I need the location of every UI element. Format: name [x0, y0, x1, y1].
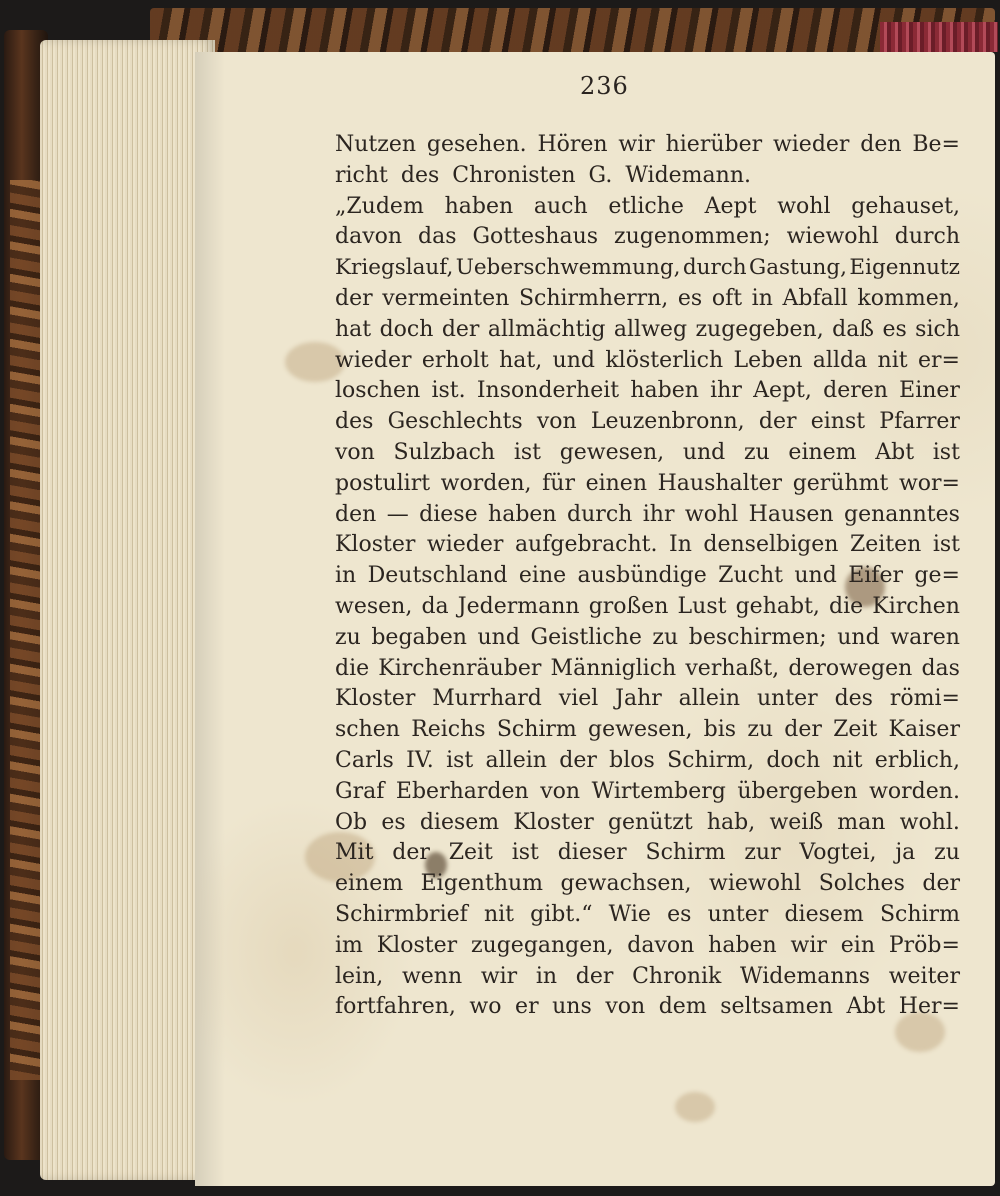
page-number: 236: [580, 72, 629, 100]
marbled-cover-edge: [10, 180, 40, 1080]
word: denselbigen: [703, 532, 839, 558]
word: postulirt: [335, 470, 431, 496]
word: Einer: [899, 378, 960, 404]
word: Kirchen: [872, 593, 960, 619]
text-line: [335, 777, 960, 808]
text-line: [335, 376, 960, 407]
word: Gotteshaus: [472, 224, 599, 250]
word: einem: [335, 871, 404, 897]
word: weiß: [769, 809, 824, 835]
word: Carls: [335, 747, 394, 773]
word: allweg: [613, 316, 688, 342]
word: Aept,: [753, 378, 812, 404]
word: Gastung,: [749, 255, 848, 281]
word: übergeben: [737, 778, 858, 804]
text-line: [335, 315, 960, 346]
word: da: [421, 593, 449, 619]
word: doch: [766, 747, 821, 773]
word: der: [575, 963, 614, 989]
word: erblich,: [874, 747, 960, 773]
word: Leben: [733, 347, 803, 373]
text-line: [335, 130, 960, 161]
word: wesen,: [335, 593, 413, 619]
word: Schirmbrief: [335, 901, 468, 927]
word: zu: [335, 624, 361, 650]
word: und: [682, 439, 726, 465]
word: oft: [711, 285, 743, 311]
word: Insonderheit: [476, 378, 620, 404]
word: Eifer: [848, 563, 903, 589]
word: gibt.“: [530, 901, 593, 927]
word: kommen,: [857, 285, 960, 311]
word: einen: [585, 470, 647, 496]
word: römi=: [889, 686, 960, 712]
word: aufgebracht.: [514, 532, 658, 558]
word: ihr: [642, 501, 675, 527]
word: wohl: [777, 193, 831, 219]
word: wieder: [426, 532, 504, 558]
word: nit: [877, 347, 908, 373]
word: der: [784, 717, 822, 743]
word: Deutschland: [367, 563, 508, 589]
word: im: [335, 932, 363, 958]
word: Wie: [608, 901, 651, 927]
word: ist: [511, 840, 539, 866]
word: Geschlechts: [387, 409, 523, 435]
text-line: [335, 808, 960, 839]
word: Kaiser: [888, 717, 960, 743]
word: sich: [915, 316, 960, 342]
word: Kloster: [513, 809, 594, 835]
word: Nutzen: [335, 132, 417, 157]
text-line: [335, 561, 960, 592]
word: bis: [703, 717, 737, 743]
word: ihr: [710, 378, 742, 404]
word: dem: [658, 994, 707, 1020]
word: wir: [790, 932, 827, 958]
word: haben: [488, 501, 557, 527]
word: Pröb=: [888, 932, 960, 958]
word: Pfarrer: [879, 409, 960, 435]
word: weiter: [888, 963, 960, 989]
word: nit: [483, 901, 514, 927]
word: Hören: [537, 132, 608, 157]
word: Her=: [898, 994, 960, 1020]
word: Kloster: [335, 532, 416, 558]
word: Sulzbach: [393, 439, 496, 465]
word: gewesen,: [559, 439, 665, 465]
text-line: [335, 500, 960, 531]
text-line: [335, 746, 960, 777]
word: Solches: [818, 871, 905, 897]
word: und: [477, 624, 520, 650]
word: ist: [513, 439, 541, 465]
word: beschirmen;: [688, 624, 827, 650]
text-line: [335, 715, 960, 746]
word: allmächtig: [487, 316, 606, 342]
word: In: [669, 532, 692, 558]
word: von: [605, 994, 646, 1020]
word: wieder: [335, 347, 412, 373]
word: Jedermann: [457, 593, 580, 619]
text-line: [335, 346, 960, 377]
word: und: [794, 563, 837, 589]
word: worden,: [440, 470, 532, 496]
word: durch: [894, 224, 960, 250]
word: Schirmherrn,: [518, 285, 669, 311]
word: gesehen.: [426, 132, 527, 157]
word: durch: [682, 255, 747, 281]
text-line: [335, 684, 960, 715]
word: für: [542, 470, 575, 496]
word: daß: [832, 316, 875, 342]
word: Schirm,: [667, 747, 755, 773]
word: die: [829, 593, 864, 619]
word: Abt: [875, 439, 915, 465]
word: Schirm: [496, 717, 577, 743]
word: er=: [917, 347, 960, 373]
word: des: [834, 686, 873, 712]
word: Ueberschwemmung,: [455, 255, 681, 281]
word: Zeit: [448, 840, 493, 866]
word: Be=: [912, 132, 960, 157]
word: das: [921, 655, 960, 681]
word: durch: [567, 501, 633, 527]
text-line: richt des Chronisten G. Widemann.: [335, 162, 751, 188]
word: er: [515, 994, 539, 1020]
word: einem: [788, 439, 857, 465]
text-line: [335, 253, 960, 284]
word: diesem: [419, 809, 500, 835]
text-line: [335, 469, 960, 500]
text-line: [335, 931, 960, 962]
word: Jahr: [615, 686, 662, 712]
page-stack: [40, 40, 215, 1180]
word: Männiglich: [550, 655, 677, 681]
word: genützt: [607, 809, 693, 835]
word: ge=: [914, 563, 960, 589]
word: ist: [932, 439, 960, 465]
word: des: [335, 409, 374, 435]
word: allein: [678, 686, 741, 712]
word: ja: [895, 840, 916, 866]
word: seltsamen: [720, 994, 833, 1020]
word: ausbündige: [577, 563, 707, 589]
word: blos: [609, 747, 655, 773]
text-line: [335, 438, 960, 469]
word: lein,: [335, 963, 384, 989]
word: davon: [627, 932, 695, 958]
word: es: [381, 809, 406, 835]
word: begaben: [371, 624, 467, 650]
word: wenn: [401, 963, 463, 989]
word: unter: [707, 901, 769, 927]
text-line: [335, 284, 960, 315]
text-line: [335, 623, 960, 654]
word: das: [418, 224, 457, 250]
word: Zucht: [718, 563, 783, 589]
word: der: [758, 409, 797, 435]
word: es: [882, 316, 907, 342]
word: ein: [840, 932, 875, 958]
word: wir: [480, 963, 518, 989]
word: einst: [810, 409, 866, 435]
word: wiewohl: [709, 871, 802, 897]
word: Reichs: [411, 717, 486, 743]
word: hat,: [499, 347, 543, 373]
word: zugegangen,: [470, 932, 614, 958]
word: zugegeben,: [695, 316, 824, 342]
word: der: [441, 316, 480, 342]
word: gehauset,: [851, 193, 960, 219]
word: Zeiten: [849, 532, 922, 558]
word: diese: [419, 501, 478, 527]
word: eine: [518, 563, 567, 589]
word: loschen: [335, 378, 421, 404]
word: Kriegslauf,: [335, 255, 454, 281]
word: nit: [832, 747, 863, 773]
text-line: [335, 900, 960, 931]
word: fortfahren,: [335, 994, 456, 1020]
text-line: [335, 530, 960, 561]
word: Murrhard: [432, 686, 542, 712]
word: auch: [533, 193, 588, 219]
word: doch: [379, 316, 434, 342]
word: zu: [934, 840, 960, 866]
word: Lust: [677, 593, 727, 619]
word: Abt: [846, 994, 886, 1020]
word: vermeinten: [382, 285, 510, 311]
word: von: [536, 409, 577, 435]
word: haben: [444, 193, 514, 219]
word: Schirm: [879, 901, 960, 927]
word: und: [552, 347, 595, 373]
text-line: [335, 654, 960, 685]
word: diesem: [784, 901, 864, 927]
word: Eigennutz: [849, 255, 960, 281]
word: haben: [708, 932, 777, 958]
word: zugenommen;: [614, 224, 771, 250]
word: hab,: [706, 809, 756, 835]
book-cover-top-edge: [150, 8, 995, 52]
word: und: [837, 624, 880, 650]
word: deren: [823, 378, 888, 404]
word: unter: [756, 686, 818, 712]
word: Geistliche: [530, 624, 642, 650]
word: in: [335, 563, 357, 589]
word: gerühmt: [792, 470, 889, 496]
word: der: [392, 840, 430, 866]
word: Eigenthum: [420, 871, 544, 897]
word: der: [922, 871, 960, 897]
word: Graf: [335, 778, 385, 804]
word: etliche: [608, 193, 684, 219]
word: zu: [747, 717, 774, 743]
word: derowegen: [788, 655, 913, 681]
word: haben: [630, 378, 699, 404]
word: gehabt,: [735, 593, 820, 619]
word: wieder: [772, 132, 850, 157]
word: davon: [335, 224, 403, 250]
word: verhaßt,: [685, 655, 780, 681]
text-line: [335, 592, 960, 623]
word: die: [335, 655, 370, 681]
word: IV.: [406, 747, 434, 773]
word: in: [751, 285, 773, 311]
word: waren: [890, 624, 960, 650]
word: wohl.: [899, 809, 960, 835]
word: Ob: [335, 809, 368, 835]
word: von: [540, 778, 581, 804]
word: Kloster: [376, 932, 458, 958]
book-cover-corner: [880, 22, 998, 52]
word: wo: [469, 994, 502, 1020]
text-line: [335, 222, 960, 253]
word: Schirm: [645, 840, 726, 866]
word: wir: [618, 132, 655, 157]
word: den: [860, 132, 902, 157]
word: Haushalter: [657, 470, 783, 496]
word: es: [667, 901, 692, 927]
word: Kirchenräuber: [378, 655, 542, 681]
word: Abfall: [782, 285, 848, 311]
word: großen: [588, 593, 669, 619]
word: wohl: [684, 501, 739, 527]
word: in: [535, 963, 558, 989]
word: Aept: [704, 193, 757, 219]
word: —: [386, 501, 409, 527]
word: wiewohl: [786, 224, 879, 250]
word: gewesen,: [588, 717, 693, 743]
word: gewachsen,: [560, 871, 692, 897]
word: allda: [812, 347, 868, 373]
word: von: [335, 439, 375, 465]
word: es: [677, 285, 703, 311]
word: Wirtemberg: [591, 778, 726, 804]
word: Widemanns: [740, 963, 871, 989]
word: allein: [485, 747, 547, 773]
text-line: [335, 962, 960, 993]
word: uns: [552, 994, 592, 1020]
word: ist: [446, 747, 474, 773]
word: viel: [558, 686, 599, 712]
word: Kloster: [335, 686, 416, 712]
word: Hausen: [748, 501, 834, 527]
word: dieser: [557, 840, 627, 866]
word: „Zudem: [335, 193, 424, 219]
word: genanntes: [844, 501, 960, 527]
word: wor=: [898, 470, 960, 496]
word: Leuzenbronn,: [590, 409, 745, 435]
word: Chronik: [632, 963, 722, 989]
foxing-stain: [675, 1092, 715, 1122]
word: zu: [743, 439, 770, 465]
word: Zeit: [833, 717, 878, 743]
word: der: [559, 747, 597, 773]
word: Vogtei,: [799, 840, 877, 866]
word: zur: [744, 840, 781, 866]
word: ist.: [431, 378, 466, 404]
word: hat: [335, 316, 372, 342]
word: den: [335, 501, 377, 527]
word: Eberharden: [395, 778, 529, 804]
text-line: [335, 838, 960, 869]
text-line: [335, 869, 960, 900]
word: klösterlich: [605, 347, 724, 373]
text-line: [335, 992, 960, 1023]
word: Mit: [335, 840, 374, 866]
word: schen: [335, 717, 400, 743]
word: der: [335, 285, 373, 311]
text-line: [335, 192, 960, 223]
word: hierüber: [665, 132, 763, 157]
word: man: [837, 809, 886, 835]
word: ist: [932, 532, 960, 558]
body-text: [335, 130, 960, 1023]
word: erholt: [421, 347, 489, 373]
word: zu: [652, 624, 679, 650]
word: worden.: [869, 778, 960, 804]
text-line: [335, 407, 960, 438]
